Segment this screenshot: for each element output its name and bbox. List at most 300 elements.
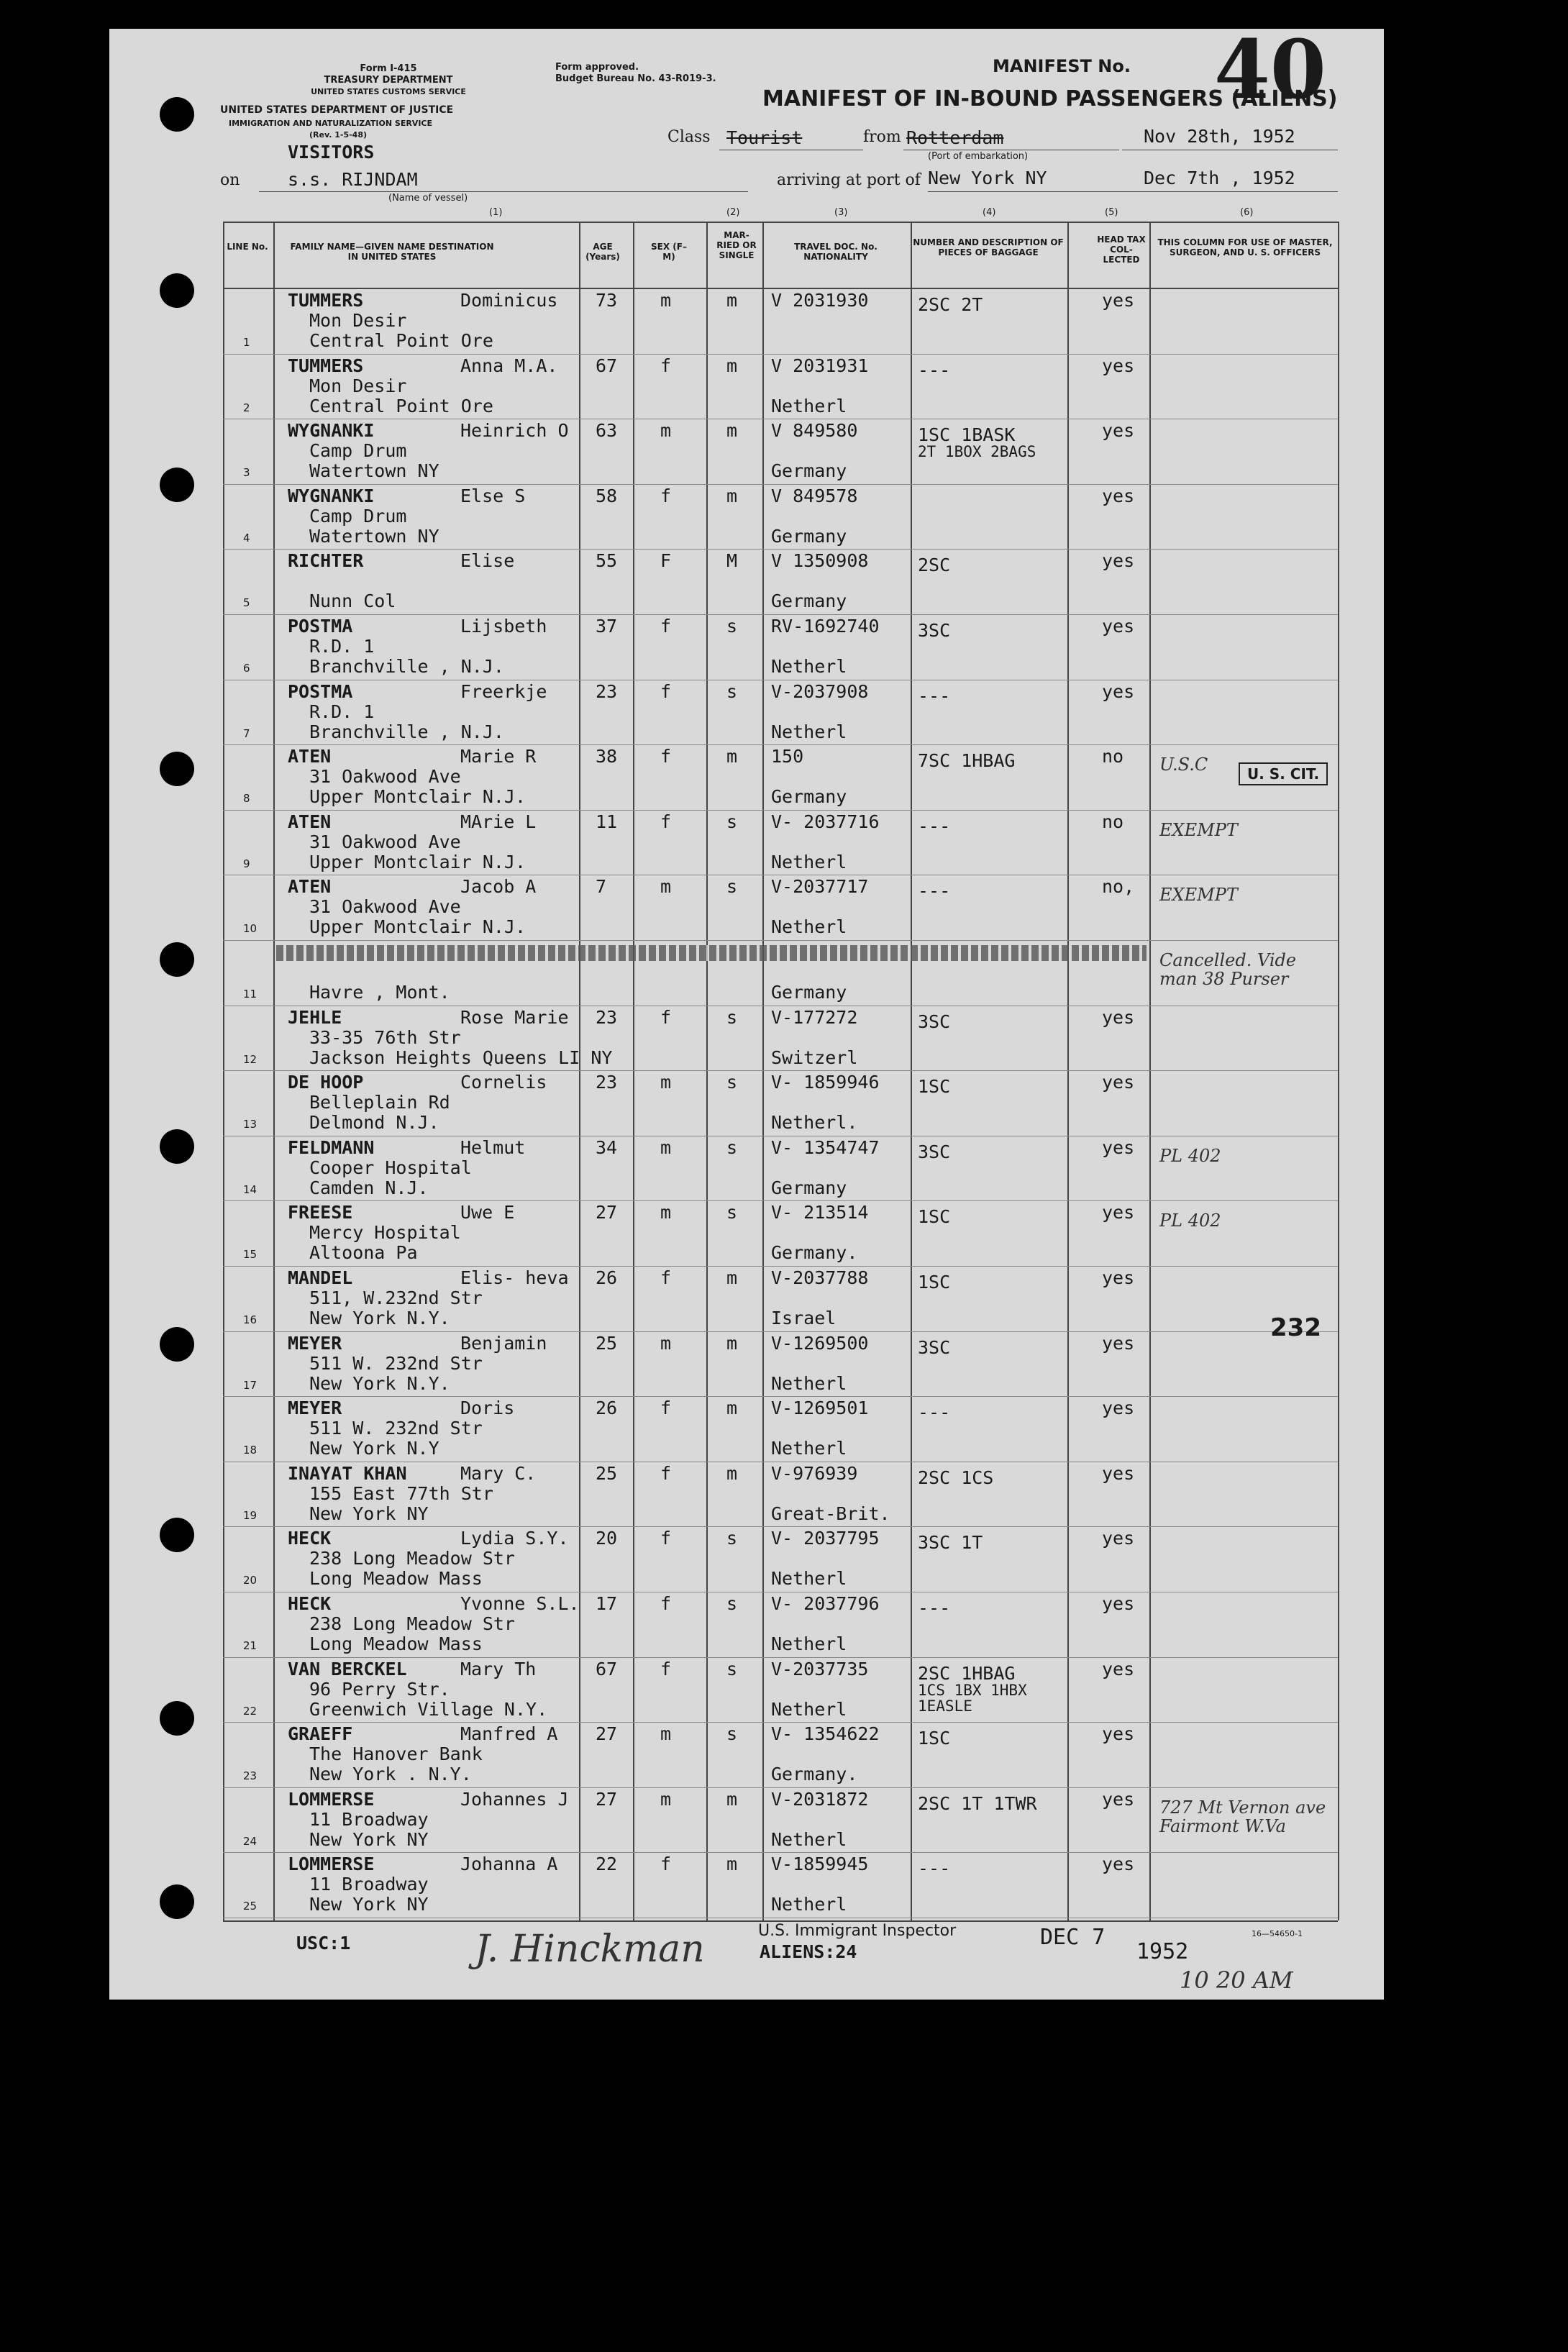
destination-line-2: Delmond N.J. [309, 1112, 439, 1134]
destination-line-1: 155 East 77th Str [309, 1482, 493, 1504]
column-number: (2) [726, 207, 740, 218]
destination-line-2: Central Point Ore [309, 330, 493, 351]
destination-line-2: Upper Montclair N.J. [309, 851, 527, 872]
marital-status: s [726, 1136, 738, 1158]
baggage-line-1: 1SC [918, 1728, 951, 1749]
form-number: Form I-415 [360, 63, 417, 74]
baggage-line-1: 3SC [918, 1141, 951, 1162]
sex: m [660, 1202, 672, 1223]
destination-line-2: Branchville , N.J. [309, 721, 504, 742]
col-baggage-header: NUMBER AND DESCRIPTION OF PIECES OF BAGGAGE [913, 237, 1064, 257]
baggage-line-1: 1SC 1BASK [918, 424, 1016, 446]
nationality: Netherl [771, 1568, 847, 1590]
marital-status: s [726, 616, 738, 637]
destination-line-1: 33-35 76th Str [309, 1026, 461, 1048]
aliens-count: ALIENS:24 [760, 1941, 857, 1962]
nationality: Germany. [771, 1242, 858, 1264]
row-separator [223, 1722, 1338, 1723]
column-number: (6) [1240, 207, 1254, 218]
travel-document: V 849580 [771, 420, 858, 442]
line-number: 12 [243, 1052, 257, 1066]
age: 20 [596, 1528, 618, 1549]
nationality: Netherl [771, 721, 847, 742]
marital-status: s [726, 811, 738, 832]
destination-line-1: Cooper Hospital [309, 1157, 472, 1178]
punch-hole [160, 97, 194, 132]
age: 73 [596, 290, 618, 311]
sex: f [660, 1398, 672, 1419]
on-label: on [220, 171, 240, 189]
head-tax: yes [1102, 1462, 1135, 1484]
punch-hole [160, 1701, 194, 1736]
baggage-line-1: --- [918, 359, 951, 380]
head-tax: no [1102, 811, 1124, 832]
nationality: Great-Brit. [771, 1503, 890, 1524]
form-code: 16—54650-1 [1252, 1929, 1303, 1938]
destination-line-2: New York . N.Y. [309, 1764, 472, 1785]
destination-line-2: New York N.Y. [309, 1308, 450, 1328]
line-number: 25 [243, 1900, 257, 1913]
family-name: HECK [288, 1593, 332, 1614]
nationality: Netherl [771, 1372, 847, 1394]
head-tax: yes [1102, 420, 1135, 442]
destination-line-1: R.D. 1 [309, 701, 375, 722]
family-name: MANDEL [288, 1267, 353, 1288]
ins-title: IMMIGRATION AND NATURALIZATION SERVICE [229, 119, 433, 128]
given-name: Mary C. [460, 1462, 537, 1484]
head-tax: yes [1102, 1658, 1135, 1679]
baggage-line-1: 3SC 1T [918, 1532, 983, 1554]
sex: f [660, 1528, 672, 1549]
nationality: Switzerl [771, 1047, 858, 1068]
line-number: 3 [243, 466, 250, 480]
given-name: Jacob A [460, 876, 537, 898]
row-separator [223, 1526, 1338, 1527]
family-name: FELDMANN [288, 1136, 375, 1158]
line-number: 4 [243, 531, 250, 544]
given-name: Heinrich O [460, 420, 569, 442]
nationality: Germany [771, 525, 847, 547]
marital-status: s [726, 1593, 738, 1614]
line-number: 6 [243, 662, 250, 675]
nationality: Germany [771, 591, 847, 612]
head-tax: no [1102, 746, 1124, 767]
punch-hole [160, 273, 194, 308]
travel-document: V-1269501 [771, 1398, 869, 1419]
inspector-caption: U.S. Immigrant Inspector [758, 1922, 957, 1940]
destination-line-1: 511 W. 232nd Str [309, 1352, 483, 1374]
nationality: Netherl [771, 395, 847, 416]
nationality: Netherl [771, 1438, 847, 1459]
travel-document: V- 213514 [771, 1202, 869, 1223]
age: 26 [596, 1398, 618, 1419]
travel-document: V-2037908 [771, 680, 869, 702]
us-cit-stamp: U. S. CIT. [1239, 762, 1328, 785]
line-number: 2 [243, 401, 250, 414]
customs-service: UNITED STATES CUSTOMS SERVICE [311, 87, 466, 96]
sex: f [660, 1006, 672, 1028]
travel-document: 150 [771, 746, 804, 767]
nationality: Germany [771, 460, 847, 482]
travel-document: V- 2037716 [771, 811, 880, 832]
marital-status: M [726, 550, 738, 572]
sex: m [660, 1788, 672, 1810]
marital-status: s [726, 876, 738, 898]
baggage-line-1: --- [918, 685, 951, 706]
nationality: Germany [771, 786, 847, 808]
family-name: POSTMA [288, 680, 353, 702]
family-name: HECK [288, 1528, 332, 1549]
sex: f [660, 485, 672, 506]
inspector-signature: J. Hinckman [475, 1928, 705, 1971]
baggage-line-1: --- [918, 1858, 951, 1879]
marital-status: m [726, 1398, 738, 1419]
head-tax: yes [1102, 1528, 1135, 1549]
nationality: Netherl [771, 916, 847, 938]
form-revision: (Rev. 1-5-48) [309, 130, 368, 140]
given-name: Helmut [460, 1136, 526, 1158]
punch-hole [160, 1518, 194, 1552]
col-travel-doc-header: TRAVEL DOC. No. NATIONALITY [794, 242, 878, 262]
column-divider [1338, 222, 1339, 1920]
line-number: 8 [243, 792, 250, 806]
punch-hole [160, 1327, 194, 1362]
line-number: 5 [243, 596, 250, 610]
given-name: Freerkje [460, 680, 547, 702]
nationality: Netherl [771, 1894, 847, 1915]
marital-status: s [726, 1723, 738, 1745]
punch-hole [160, 468, 194, 502]
nationality: Germany. [771, 1764, 858, 1785]
family-name: TUMMERS [288, 355, 364, 376]
destination-line-2: Branchville , N.J. [309, 656, 504, 677]
head-tax: yes [1102, 1332, 1135, 1354]
officer-note: EXEMPT [1159, 819, 1238, 840]
marital-status: m [726, 355, 738, 376]
head-tax: yes [1102, 1072, 1135, 1093]
row-separator [223, 549, 1338, 550]
family-name: RICHTER [288, 550, 364, 572]
destination-line-2: New York NY [309, 1503, 429, 1524]
destination-line-1: 11 Broadway [309, 1874, 429, 1895]
destination-line-2: Long Meadow Mass [309, 1633, 483, 1654]
inspection-year: 1952 [1136, 1939, 1189, 1964]
sex: m [660, 290, 672, 311]
baggage-line-1: --- [918, 880, 951, 902]
given-name: Mary Th [460, 1658, 537, 1679]
form-approved: Form approved. [555, 62, 639, 73]
from-label: from [863, 128, 901, 146]
family-name: DE HOOP [288, 1072, 364, 1093]
destination-line-1: 511 W. 232nd Str [309, 1418, 483, 1439]
nationality: Netherl. [771, 1112, 858, 1134]
age: 58 [596, 485, 618, 506]
age: 26 [596, 1267, 618, 1288]
family-name: MEYER [288, 1398, 342, 1419]
manifest-no-label: MANIFEST No. [993, 56, 1131, 76]
given-name: Marie R [460, 746, 537, 767]
line-number: 10 [243, 922, 257, 936]
marital-status: s [726, 1072, 738, 1093]
destination-line-2: Altoona Pa [309, 1242, 418, 1264]
family-name: INAYAT KHAN [288, 1462, 407, 1484]
family-name: WYGNANKI [288, 485, 375, 506]
line-number: 19 [243, 1508, 257, 1522]
line-number: 13 [243, 1118, 257, 1131]
given-name: Uwe E [460, 1202, 515, 1223]
destination-line-1: 238 Long Meadow Str [309, 1613, 515, 1634]
destination-line-2: Upper Montclair N.J. [309, 916, 527, 938]
row-separator [223, 940, 1338, 941]
baggage-line-1: 2SC [918, 555, 951, 576]
baggage-line-1: 2SC 2T [918, 294, 983, 315]
row-separator [223, 484, 1338, 485]
age: 27 [596, 1723, 618, 1745]
travel-document: V- 1859946 [771, 1072, 880, 1093]
travel-document: V-2037735 [771, 1658, 869, 1679]
given-name: MArie L [460, 811, 537, 832]
arrival-port: New York NY [928, 168, 1047, 188]
baggage-line-1: --- [918, 1597, 951, 1618]
col-married-header: MAR-RIED OR SINGLE [716, 230, 757, 260]
family-name: LOMMERSE [288, 1854, 375, 1875]
destination-line-2: New York NY [309, 1828, 429, 1850]
col-head-tax-header: HEAD TAX COL-LECTED [1097, 234, 1146, 265]
nationality: Israel [771, 1308, 837, 1328]
given-name: Doris [460, 1398, 515, 1419]
travel-document: V-1859945 [771, 1854, 869, 1875]
destination-line-2: Greenwich Village N.Y. [309, 1698, 548, 1720]
age: 25 [596, 1462, 618, 1484]
head-tax: no, [1102, 876, 1135, 898]
vessel-caption: (Name of vessel) [388, 193, 468, 204]
treasury-dept: TREASURY DEPARTMENT [324, 75, 453, 86]
destination-line-1: Mercy Hospital [309, 1222, 461, 1244]
marital-status: m [726, 485, 738, 506]
line-number: 16 [243, 1313, 257, 1326]
family-name: VAN BERCKEL [288, 1658, 407, 1679]
travel-document: V 1350908 [771, 550, 869, 572]
line-number: 24 [243, 1834, 257, 1848]
given-name: Anna M.A. [460, 355, 558, 376]
destination-line-1: 96 Perry Str. [309, 1678, 450, 1700]
nationality: Netherl [771, 851, 847, 872]
given-name: Elise [460, 550, 515, 572]
budget-bureau: Budget Bureau No. 43-R019-3. [555, 73, 716, 84]
head-tax: yes [1102, 1202, 1135, 1223]
sail-date: Nov 28th, 1952 [1144, 126, 1295, 147]
marital-status: m [726, 1462, 738, 1484]
officer-note: PL 402 [1159, 1145, 1221, 1166]
sex: m [660, 876, 672, 898]
row-separator [223, 1787, 1338, 1788]
officer-note: U.S.C [1159, 755, 1208, 775]
nationality: Germany [771, 1177, 847, 1198]
destination-line-2: New York NY [309, 1894, 429, 1915]
destination-line-2: New York N.Y [309, 1438, 439, 1459]
line-number: 22 [243, 1704, 257, 1718]
family-name: WYGNANKI [288, 420, 375, 442]
family-name: ATEN [288, 746, 332, 767]
destination-line-2: Watertown NY [309, 525, 439, 547]
family-name: JEHLE [288, 1006, 342, 1028]
head-tax: yes [1102, 1854, 1135, 1875]
baggage-line-1: 2SC 1HBAG [918, 1662, 1016, 1684]
class-value: Tourist [726, 127, 803, 148]
officer-note: Cancelled. Vide man 38 Purser [1159, 950, 1297, 989]
baggage-line-1: 1SC [918, 1076, 951, 1098]
line-number: 7 [243, 726, 250, 740]
destination-line-1: 31 Oakwood Ave [309, 831, 461, 852]
family-name: LOMMERSE [288, 1788, 375, 1810]
row-separator [223, 1070, 1338, 1071]
sex: m [660, 1723, 672, 1745]
destination-line-1: Belleplain Rd [309, 1092, 450, 1113]
travel-document: V 2031931 [771, 355, 869, 376]
travel-document: V-976939 [771, 1462, 858, 1484]
marital-status: s [726, 680, 738, 702]
head-tax: yes [1102, 616, 1135, 637]
nationality: Netherl [771, 1828, 847, 1850]
row-separator [223, 1331, 1338, 1332]
nationality: Germany [771, 982, 847, 1003]
age: 38 [596, 746, 618, 767]
head-tax: yes [1102, 1136, 1135, 1158]
row-separator [223, 1396, 1338, 1397]
doj-title: UNITED STATES DEPARTMENT OF JUSTICE [220, 104, 454, 116]
col-age-header: AGE (Years) [585, 242, 620, 262]
age: 25 [596, 1332, 618, 1354]
arrival-date: Dec 7th , 1952 [1144, 168, 1295, 188]
travel-document: V 2031930 [771, 290, 869, 311]
sex: f [660, 680, 672, 702]
age: 22 [596, 1854, 618, 1875]
destination-line-1: Mon Desir [309, 310, 407, 331]
age: 11 [596, 811, 618, 832]
given-name: Dominicus [460, 290, 558, 311]
baggage-line-1: 1SC [918, 1272, 951, 1293]
destination-line-2: Camden N.J. [309, 1177, 429, 1198]
age: 37 [596, 616, 618, 637]
arriving-label: arriving at port of [777, 171, 921, 189]
col-name-header: FAMILY NAME—GIVEN NAME DESTINATION IN UNITED STATES [290, 242, 494, 262]
marital-status: m [726, 1854, 738, 1875]
destination-line-2: Central Point Ore [309, 395, 493, 416]
given-name: Manfred A [460, 1723, 558, 1745]
column-number: (5) [1105, 207, 1118, 218]
destination-line-1: R.D. 1 [309, 636, 375, 657]
head-tax: yes [1102, 290, 1135, 311]
travel-document: V 849578 [771, 485, 858, 506]
destination-line-1: 238 Long Meadow Str [309, 1548, 515, 1569]
inspection-time: 10 20 AM [1180, 1966, 1293, 1994]
punch-hole [160, 1129, 194, 1164]
marital-status: s [726, 1202, 738, 1223]
head-tax: yes [1102, 1398, 1135, 1419]
given-name: Johannes J [460, 1788, 569, 1810]
sex: f [660, 746, 672, 767]
manifest-number: 40 [1214, 23, 1326, 117]
line-number: 18 [243, 1444, 257, 1457]
marital-status: m [726, 1788, 738, 1810]
destination-line-2: Long Meadow Mass [309, 1568, 483, 1590]
sex: f [660, 355, 672, 376]
line-number: 21 [243, 1639, 257, 1652]
sex: f [660, 1462, 672, 1484]
inspection-date: DEC 7 [1040, 1925, 1106, 1950]
line-number: 11 [243, 988, 257, 1000]
baggage-line-1: 3SC [918, 1336, 951, 1358]
manifest-title: MANIFEST OF IN-BOUND PASSENGERS (ALIENS) [762, 86, 1338, 111]
baggage-line-1: --- [918, 815, 951, 837]
row-separator [223, 1852, 1338, 1853]
given-name: Johanna A [460, 1854, 558, 1875]
sex: f [660, 1593, 672, 1614]
given-name: Rose Marie [460, 1006, 569, 1028]
sex: m [660, 1136, 672, 1158]
baggage-line-1: 7SC 1HBAG [918, 750, 1016, 772]
col-officers-header: THIS COLUMN FOR USE OF MASTER, SURGEON, AND U. S. OFFICERS [1157, 237, 1333, 257]
marital-status: s [726, 1528, 738, 1549]
age: 63 [596, 420, 618, 442]
sex: F [660, 550, 672, 572]
age: 34 [596, 1136, 618, 1158]
row-separator [223, 1266, 1338, 1267]
family-name: ATEN [288, 876, 332, 898]
destination-line-1: Camp Drum [309, 505, 407, 527]
family-name: MEYER [288, 1332, 342, 1354]
class-label: Class [667, 128, 711, 146]
family-name: POSTMA [288, 616, 353, 637]
marital-status: s [726, 1658, 738, 1679]
travel-document: V- 2037795 [771, 1528, 880, 1549]
age: 55 [596, 550, 618, 572]
usc-count: USC:1 [296, 1933, 351, 1954]
row-separator [223, 1200, 1338, 1201]
destination-line-2: New York N.Y. [309, 1372, 450, 1394]
sex: f [660, 1267, 672, 1288]
destination-line-2: Upper Montclair N.J. [309, 786, 527, 808]
nationality: Netherl [771, 1698, 847, 1720]
family-name: GRAEFF [288, 1723, 353, 1745]
head-tax: yes [1102, 550, 1135, 572]
given-name: Lijsbeth [460, 616, 547, 637]
age: 23 [596, 680, 618, 702]
baggage-line-1: 3SC [918, 620, 951, 641]
line-number: 15 [243, 1248, 257, 1262]
punch-hole [160, 1884, 194, 1919]
destination-line-1: The Hanover Bank [309, 1744, 483, 1765]
baggage-line-1: 3SC [918, 1011, 951, 1032]
line-number: 23 [243, 1769, 257, 1783]
line-number: 14 [243, 1182, 257, 1196]
destination-line-1: 511, W.232nd Str [309, 1287, 483, 1308]
punch-hole [160, 942, 194, 977]
destination-line-2: Jackson Heights Queens LI NY [309, 1047, 613, 1068]
line-number: 20 [243, 1574, 257, 1587]
head-tax: yes [1102, 1267, 1135, 1288]
destination-line-2: Watertown NY [309, 460, 439, 482]
side-number: 232 [1270, 1313, 1321, 1342]
travel-document: RV-1692740 [771, 616, 880, 637]
officer-note: 727 Mt Vernon ave Fairmont W.Va [1159, 1797, 1326, 1836]
age: 67 [596, 1658, 618, 1679]
travel-document: V-177272 [771, 1006, 858, 1028]
sex: m [660, 1332, 672, 1354]
port-of-embarkation: Rotterdam [906, 127, 1004, 148]
baggage-line-1: --- [918, 1402, 951, 1423]
line-number: 17 [243, 1378, 257, 1392]
